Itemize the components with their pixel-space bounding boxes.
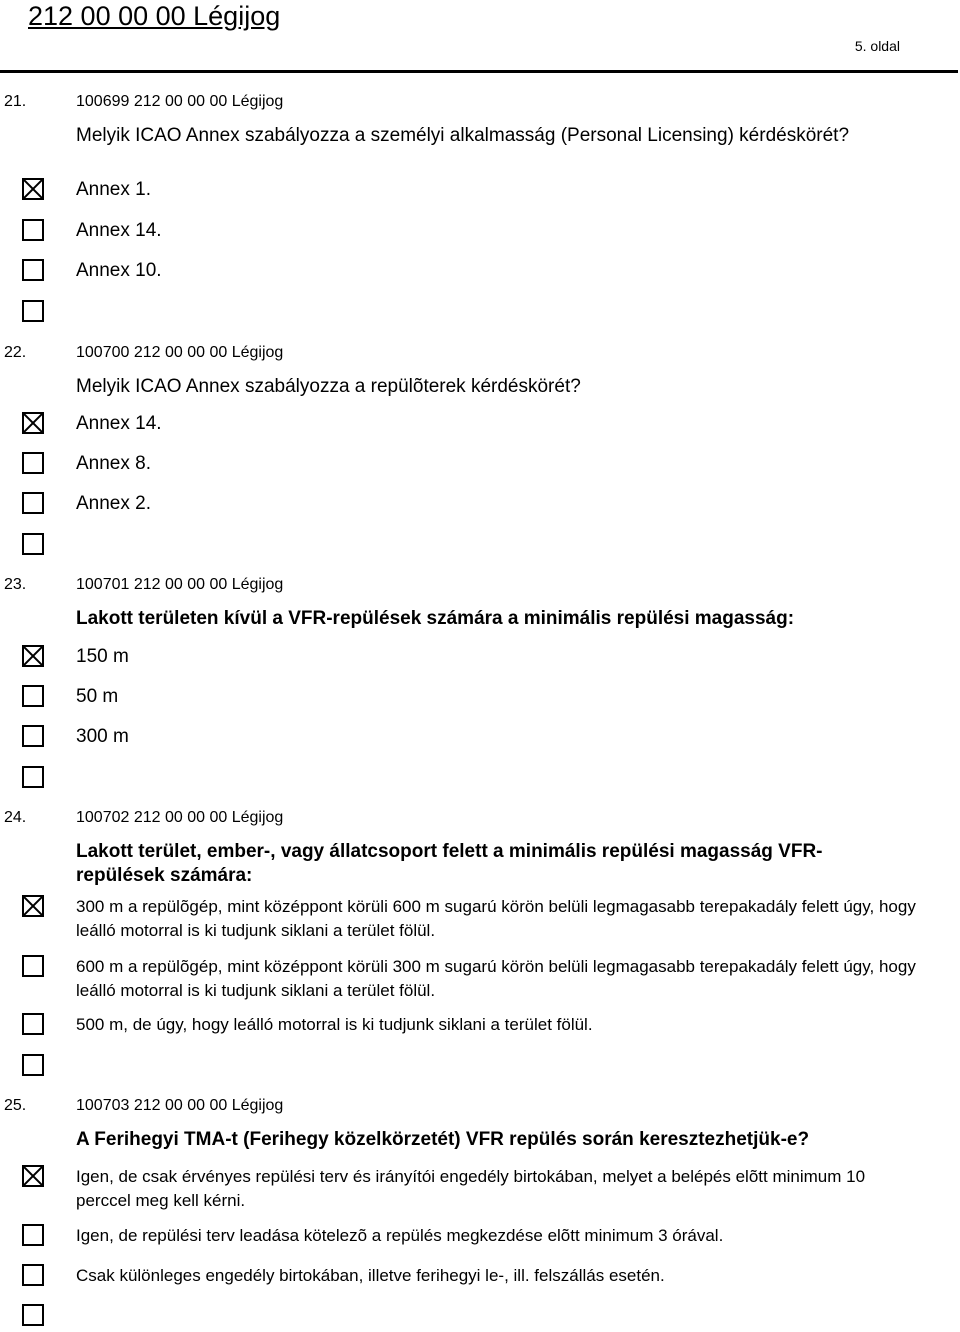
check-x-icon — [24, 414, 42, 432]
check-x-icon — [24, 897, 42, 915]
check-x-icon — [24, 180, 42, 198]
question-number: 23. — [4, 576, 27, 593]
answer-checkbox[interactable] — [22, 955, 44, 977]
question-header — [4, 343, 283, 363]
question-ref: 100703 212 00 00 00 Légijog — [76, 1097, 284, 1114]
option-label: 150 m — [76, 646, 129, 667]
check-x-icon — [24, 1167, 42, 1185]
question-number: 21. — [4, 93, 27, 110]
check-x-icon — [24, 647, 42, 665]
question-number: 22. — [4, 344, 27, 361]
question-header — [4, 808, 283, 828]
answer-checkbox[interactable] — [22, 178, 44, 200]
answer-checkbox[interactable] — [22, 766, 44, 788]
answer-checkbox[interactable] — [22, 1304, 44, 1326]
answer-checkbox[interactable] — [22, 492, 44, 514]
page-title: 212 00 00 00 Légijog — [28, 1, 281, 31]
answer-checkbox[interactable] — [22, 1264, 44, 1286]
page-number: 5. oldal — [854, 38, 900, 54]
answer-checkbox[interactable] — [22, 412, 44, 434]
question-number: 25. — [4, 1097, 27, 1114]
question-number: 24. — [4, 809, 27, 826]
option-label: Annex 2. — [76, 493, 151, 514]
answer-checkbox[interactable] — [22, 1054, 44, 1076]
answer-checkbox[interactable] — [22, 645, 44, 667]
question-ref: 100700 212 00 00 00 Légijog — [76, 344, 284, 361]
answer-checkbox[interactable] — [22, 685, 44, 707]
option-label: 300 m a repülõgép, mint középpont körüli 600 m sugarú körön belüli legmagasabb terepakadály felett úgy, hogy leálló motorral is ki tudjunk siklani a terület fölül. — [76, 897, 916, 940]
question-ref: 100701 212 00 00 00 Légijog — [76, 576, 284, 593]
option-label: Igen, de repülési terv leadása kötelezõ a repülés megkezdése elõtt minimum 3 órával. — [76, 1226, 724, 1245]
question-text: Lakott területen kívül a VFR-repülések számára a minimális repülési magasság: — [76, 608, 795, 629]
option-label: Annex 14. — [76, 220, 162, 241]
answer-checkbox[interactable] — [22, 259, 44, 281]
option-label: Igen, de csak érvényes repülési terv és irányítói engedély birtokában, melyet a belépés elõtt minimum 10 perccel meg kell kérni. — [76, 1167, 866, 1210]
answer-checkbox[interactable] — [22, 300, 44, 322]
answer-checkbox[interactable] — [22, 452, 44, 474]
answer-checkbox[interactable] — [22, 219, 44, 241]
question-text: Lakott terület, ember-, vagy állatcsoport felett a minimális repülési magasság VFR-repülések számára: — [76, 841, 823, 886]
answer-checkbox[interactable] — [22, 1013, 44, 1035]
answer-checkbox[interactable] — [22, 1165, 44, 1187]
option-label: Annex 10. — [76, 260, 162, 281]
question-ref: 100699 212 00 00 00 Légijog — [76, 93, 284, 110]
option-label: 300 m — [76, 726, 129, 747]
option-label: Csak különleges engedély birtokában, illetve ferihegyi le-, ill. felszállás esetén. — [76, 1266, 665, 1285]
option-label: Annex 8. — [76, 453, 151, 474]
answer-checkbox[interactable] — [22, 725, 44, 747]
header-divider — [0, 70, 958, 73]
question-text: A Ferihegyi TMA-t (Ferihegy közelkörzetét) VFR repülés során keresztezhetjük-e? — [76, 1129, 810, 1150]
answer-checkbox[interactable] — [22, 895, 44, 917]
answer-checkbox[interactable] — [22, 533, 44, 555]
option-label: Annex 14. — [76, 413, 162, 434]
option-label: Annex 1. — [76, 179, 151, 200]
answer-checkbox[interactable] — [22, 1224, 44, 1246]
option-label: 500 m, de úgy, hogy leálló motorral is ki tudjunk siklani a terület fölül. — [76, 1015, 593, 1034]
question-text: Melyik ICAO Annex szabályozza a személyi alkalmasság (Personal Licensing) kérdéskörét? — [76, 125, 850, 146]
question-header — [4, 575, 283, 595]
question-text: Melyik ICAO Annex szabályozza a repülõterek kérdéskörét? — [76, 376, 581, 397]
question-ref: 100702 212 00 00 00 Légijog — [76, 809, 284, 826]
question-header — [4, 92, 283, 112]
option-label: 50 m — [76, 686, 119, 707]
question-header — [4, 1096, 283, 1116]
option-label: 600 m a repülõgép, mint középpont körüli 300 m sugarú körön belüli legmagasabb terepakadály felett úgy, hogy leálló motorral is ki tudjunk siklani a terület fölül. — [76, 957, 916, 1000]
